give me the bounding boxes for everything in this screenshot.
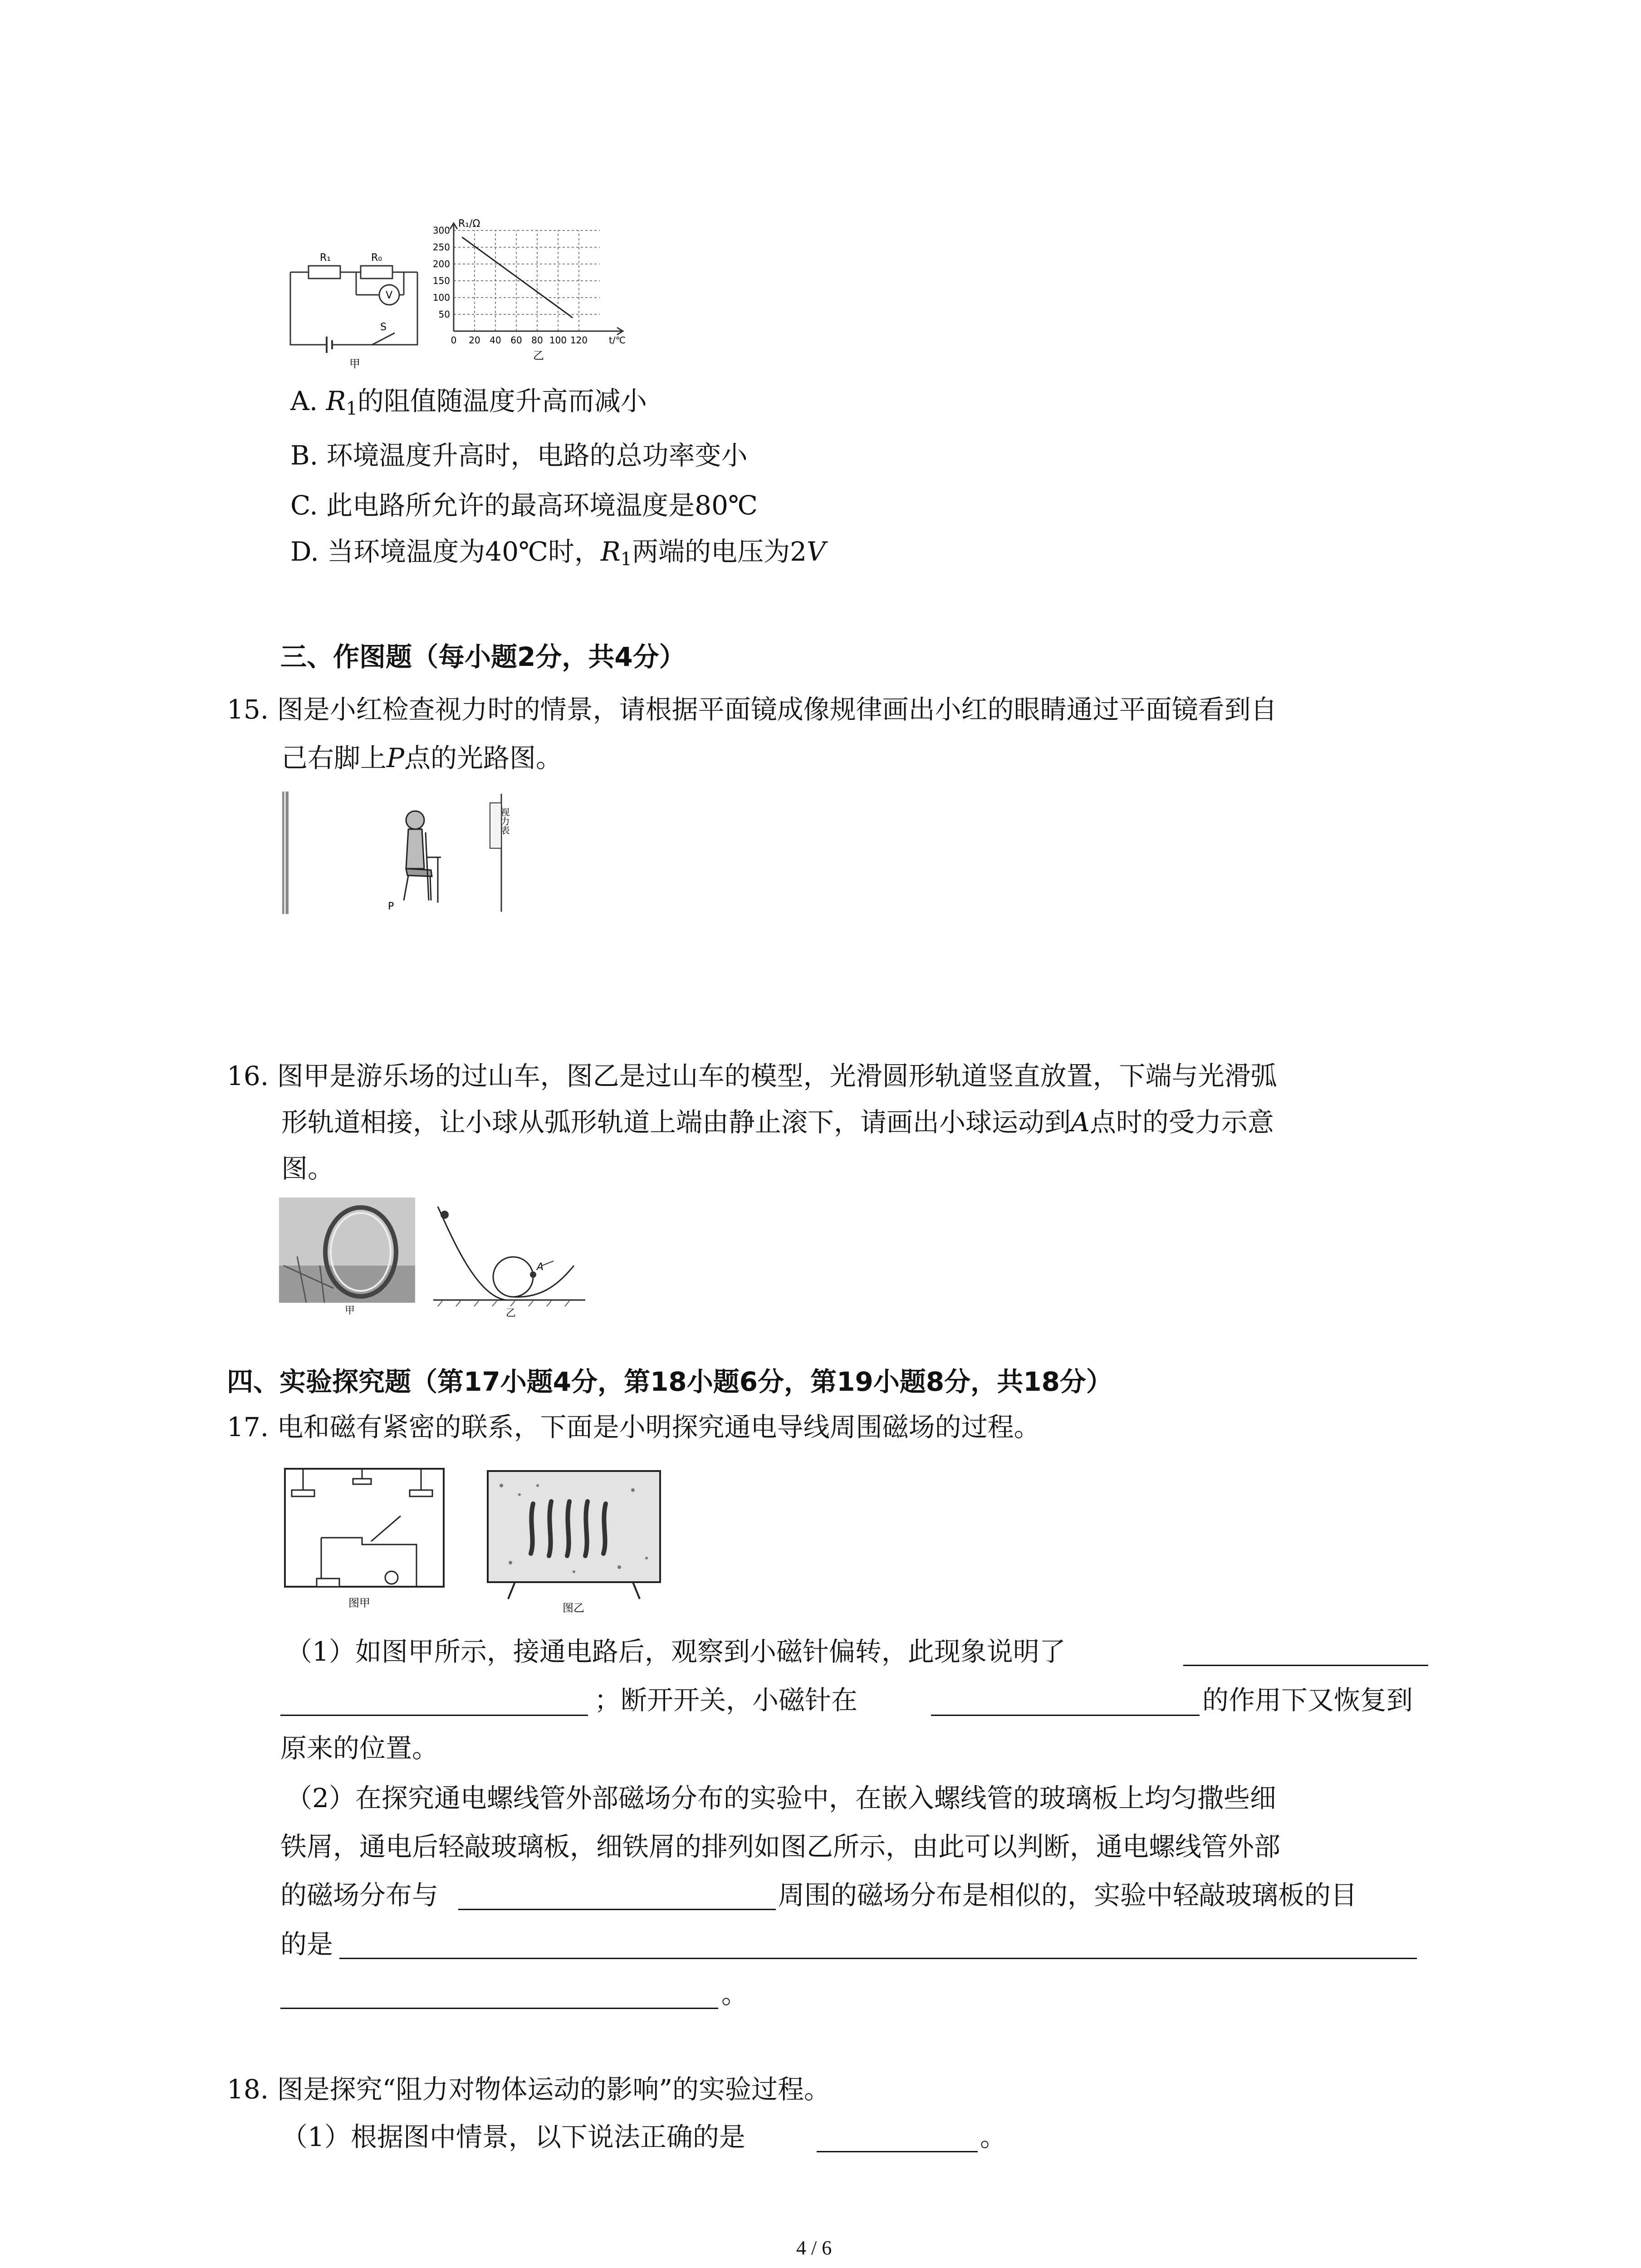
q17-p1-line-2-end: 的作用下又恢复到 [1202,1685,1413,1716]
q17-p1-line-3: 原来的位置。 [280,1733,439,1764]
q17-blank-1a[interactable] [1183,1660,1428,1666]
q17-p2-line-3-pre: 的磁场分布与 [280,1880,439,1911]
resistance-line [462,237,573,318]
q16-line-2: 形轨道相接，让小球从弧形轨道上端由静止滚下，请画出小球运动到A点时的受力示意 [281,1107,1274,1138]
q18-p1-end: 。 [980,2121,1007,2152]
q15-line-2: 己右脚上P点的光路图。 [281,743,563,773]
q17-blank-4b[interactable] [280,2003,718,2009]
page-number: 4 / 6 [796,2237,832,2259]
option-b: B. 环境温度升高时，电路的总功率变小 [290,440,748,471]
figure-yi-caption: 图乙 [563,1602,584,1614]
q17-circuit-figure [280,1465,453,1615]
y-tick-label: 250 [432,242,450,253]
option-a: A. $R_1$的阻值随温度升高而减小 [290,386,647,419]
switch-label: S [380,322,387,333]
q16-track-model-diagram [429,1198,592,1318]
y-tick-label: 50 [438,309,450,320]
x-tick-label: 60 [510,335,522,346]
x-tick-label: 0 [451,335,457,346]
r0-label: R₀ [371,252,382,264]
q14-circuit-figure [281,236,431,372]
r1-label: R₁ [320,252,331,264]
x-tick-label: 100 [549,335,567,346]
y-tick-label: 100 [432,292,450,303]
graph-caption: 乙 [533,349,544,362]
q16-roller-coaster-photo [279,1198,417,1315]
q17-p1-line-1: （1）如图甲所示，接通电路后，观察到小磁针偏转，此现象说明了 [286,1636,1066,1667]
p-point-label: P [388,901,394,912]
q17-p1-line-2-mid: ；断开开关，小磁针在 [594,1685,858,1716]
q17-p2-line-2: 铁屑，通电后轻敲玻璃板，细铁屑的排列如图乙所示，由此可以判断，通电螺线管外部 [280,1831,1281,1862]
q17-blank-2[interactable] [931,1710,1200,1716]
q16-line-1: 16. 图甲是游乐场的过山车，图乙是过山车的模型，光滑圆形轨道竖直放置，下端与光滑弧 [227,1061,1277,1091]
q14-resistance-temperature-graph [422,213,635,367]
x-tick-label: 40 [490,335,501,346]
q17-line-1: 17. 电和磁有紧密的联系，下面是小明探究通电导线周围磁场的过程。 [227,1412,1040,1442]
x-axis-label: t/℃ [609,335,626,346]
point-a-label: A [537,1261,544,1273]
q18-blank-1[interactable] [817,2146,978,2152]
q17-p2-line-4: 的是 [280,1929,333,1960]
eye-chart-label: 视力表 [499,807,510,835]
q18-p1: （1）根据图中情景，以下说法正确的是 [281,2121,745,2152]
q17-solenoid-iron-filings-figure [483,1467,665,1617]
y-tick-label: 150 [432,275,450,286]
q17-p2-line-1: （2）在探究通电螺线管外部磁场分布的实验中，在嵌入螺线管的玻璃板上均匀撒些细 [286,1783,1276,1813]
q16-line-3: 图。 [281,1153,334,1184]
y-tick-label: 300 [432,225,450,236]
option-d: D. 当环境温度为40℃时，$R_1$两端的电压为2V [290,536,826,570]
x-tick-label: 80 [531,335,543,346]
section-4-title: 四、实验探究题（第17小题4分，第18小题6分，第19小题8分，共18分） [227,1366,1112,1397]
q17-p2-line-3-post: 周围的磁场分布是相似的，实验中轻敲玻璃板的目 [778,1880,1357,1911]
circuit-caption: 甲 [349,357,360,370]
y-tick-label: 200 [432,259,450,269]
q18-line-1: 18. 图是探究“阻力对物体运动的影响”的实验过程。 [227,2074,830,2105]
voltmeter-label: V [386,290,393,301]
q15-line-1: 15. 图是小红检查视力时的情景，请根据平面镜成像规律画出小红的眼睛通过平面镜看到自 [227,694,1277,725]
q17-blank-3[interactable] [458,1904,776,1910]
section-3-title: 三、作图题（每小题2分，共4分） [280,641,686,672]
y-axis-label: R₁/Ω [458,218,480,230]
q17-blank-1b[interactable] [280,1710,588,1716]
photo-caption-jia: 甲 [345,1305,355,1315]
option-c: C. 此电路所允许的最高环境温度是80℃ [290,490,758,521]
q17-p2-line-5-end: 。 [721,1979,748,2009]
q15-eye-test-figure [272,789,526,925]
x-tick-label: 120 [570,335,588,346]
model-caption-yi: 乙 [506,1308,516,1318]
figure-jia-caption: 图甲 [348,1597,370,1609]
q17-blank-4a[interactable] [339,1953,1417,1959]
x-tick-label: 20 [469,335,480,346]
